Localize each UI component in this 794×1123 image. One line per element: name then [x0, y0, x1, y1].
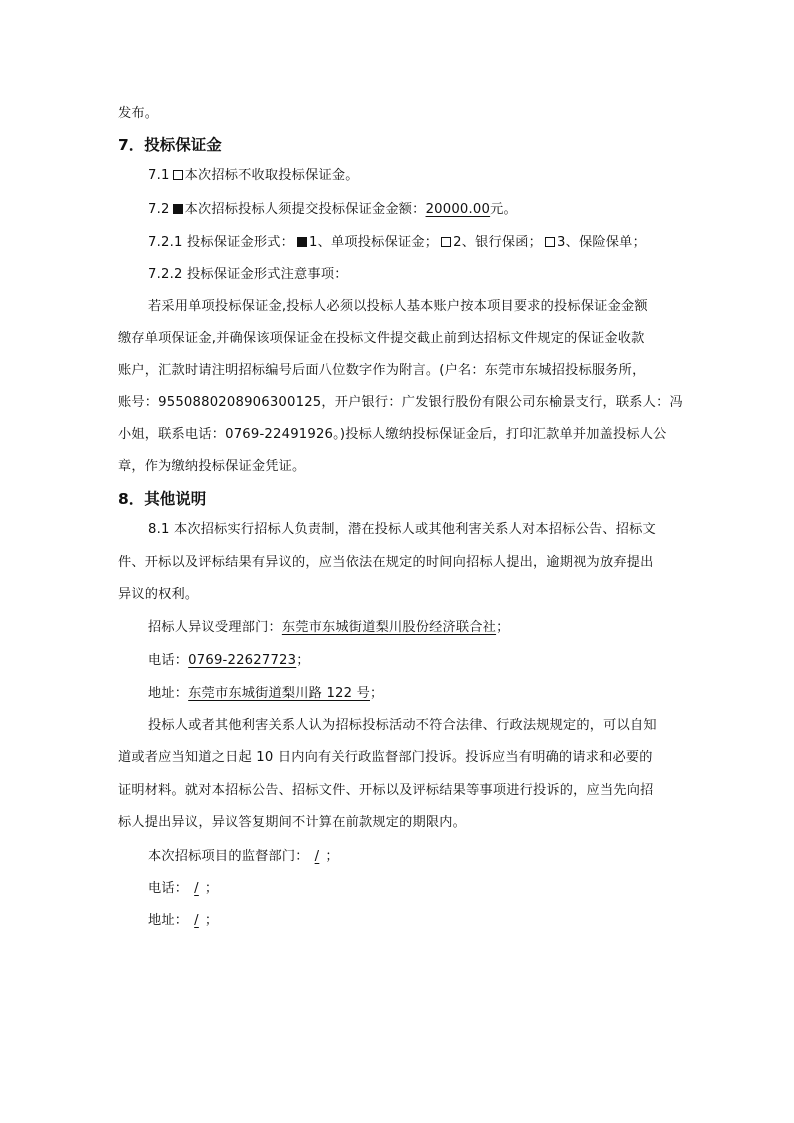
notice-line: 若采用单项投标保证金,投标人必须以投标人基本账户按本项目要求的投标保证金金额	[148, 299, 648, 314]
end-mark: ；	[325, 849, 339, 864]
end-mark: ；	[296, 653, 310, 668]
notice-line: 账户，汇款时请注明招标编号后面八位数字作为附言。(户名：东莞市东城招投标服务所，	[118, 363, 646, 378]
objection-dept-label: 招标人异议受理部门：	[148, 620, 282, 635]
supervision-phone-value: /	[194, 881, 199, 896]
item-7-1-number: 7.1	[148, 168, 170, 183]
objection-address-value: 东莞市东城街道梨川路 122 号	[188, 686, 370, 701]
objection-address	[148, 684, 383, 704]
item-7-2-1-label: 7.2.1 投标保证金形式：	[148, 235, 295, 250]
supervision-phone-label: 电话：	[148, 881, 189, 896]
end-mark: ；	[204, 913, 219, 928]
unchecked-box-icon	[441, 237, 451, 247]
item-7-2-2: 7.2.2 投标保证金形式注意事项：	[148, 267, 348, 282]
deposit-amount: 20000.00	[425, 202, 491, 217]
para1-line: 异议的权利。	[118, 587, 199, 602]
item-7-2	[148, 200, 517, 220]
section-8-heading: 8．其他说明	[118, 490, 207, 508]
end-mark: ；	[496, 620, 510, 635]
para2-line: 投标人或者其他利害关系人认为招标投标活动不符合法律、行政法规规定的，可以自知	[148, 718, 657, 733]
item-7-2-1	[148, 233, 646, 253]
objection-dept-value: 东莞市东城街道梨川股份经济联合社	[281, 620, 497, 635]
supervision-address	[148, 911, 218, 931]
checked-box-icon	[173, 204, 183, 214]
para2-line: 道或者应当知道之日起 10 日内向有关行政监督部门投诉。投诉应当有明确的请求和必要的	[118, 750, 653, 765]
notice-line: 章，作为缴纳投标保证金凭证。	[118, 459, 306, 474]
supervision-value: /	[314, 849, 320, 864]
item-7-1-text: 本次招标不收取投标保证金。	[184, 168, 359, 183]
para2-line: 证明材料。就对本招标公告、招标文件、开标以及评标结果等事项进行投诉的，应当先向招	[118, 783, 654, 798]
form-option-1: 1、单项投标保证金；	[309, 235, 439, 250]
end-mark: ；	[370, 686, 384, 701]
deposit-unit: 元。	[490, 202, 517, 217]
intro-tail: 发布。	[118, 106, 159, 121]
notice-line: 账号：9550880208906300125，开户银行：广发银行股份有限公司东榆景支行，联系人：冯	[118, 395, 683, 410]
notice-line: 小姐，联系电话：0769-22491926。)投标人缴纳投标保证金后，打印汇款单并加盖投标人公	[118, 427, 667, 442]
supervision-address-value: /	[194, 913, 199, 928]
unchecked-box-icon	[545, 237, 555, 247]
item-7-1	[148, 166, 359, 186]
objection-address-label: 地址：	[148, 686, 189, 701]
para1-line: 8.1 本次招标实行招标人负责制，潜在投标人或其他利害关系人对本招标公告、招标文	[148, 522, 656, 537]
objection-dept	[148, 618, 509, 638]
item-7-2-text: 本次招标投标人须提交投标保证金金额：	[184, 202, 426, 217]
supervision-phone	[148, 879, 218, 899]
unchecked-box-icon	[173, 170, 183, 180]
checked-box-icon	[297, 237, 307, 247]
item-7-2-number: 7.2	[148, 202, 170, 217]
end-mark: ；	[204, 881, 219, 896]
supervision-address-label: 地址：	[148, 913, 189, 928]
section-7-heading: 7．投标保证金	[118, 136, 222, 154]
objection-phone-value: 0769-22627723	[188, 653, 297, 668]
objection-phone-label: 电话：	[148, 653, 189, 668]
form-option-3: 3、保险保单；	[557, 235, 646, 250]
para2-line: 标人提出异议，异议答复期间不计算在前款规定的期限内。	[118, 815, 467, 830]
supervision-label: 本次招标项目的监督部门：	[148, 849, 309, 864]
para1-line: 件、开标以及评标结果有异议的，应当依法在规定的时间向招标人提出，逾期视为放弃提出	[118, 555, 654, 570]
objection-phone	[148, 651, 310, 671]
supervision-dept	[148, 847, 339, 867]
notice-line: 缴存单项保证金,并确保该项保证金在投标文件提交截止前到达招标文件规定的保证金收款	[118, 331, 645, 346]
form-option-2: 2、银行保函；	[453, 235, 543, 250]
